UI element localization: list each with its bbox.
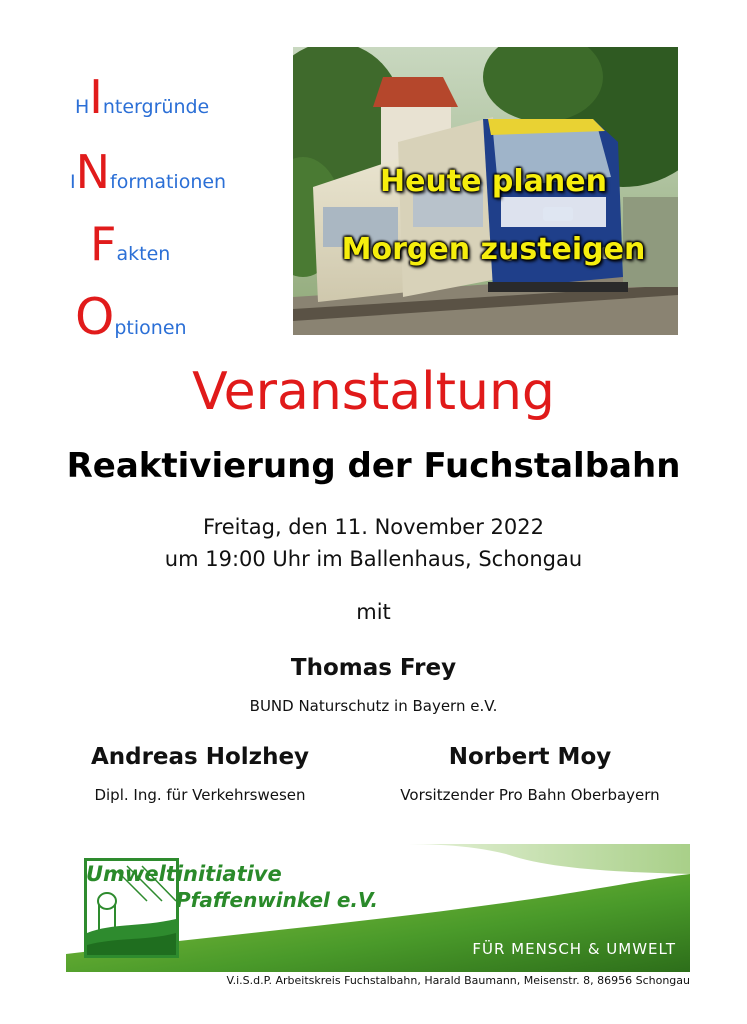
acronym-letter: F bbox=[90, 217, 117, 271]
acronym-suffix: ntergründe bbox=[102, 96, 210, 118]
speaker-name-frey: Thomas Frey bbox=[290, 655, 457, 681]
acronym-line-optionen bbox=[75, 288, 187, 346]
train-photo bbox=[293, 47, 678, 335]
acronym-letter: O bbox=[75, 288, 115, 346]
speaker-org-frey: BUND Naturschutz in Bayern e.V. bbox=[249, 697, 498, 715]
imprint-line: V.i.S.d.P. Arbeitskreis Fuchstalbahn, Harald Baumann, Meisenstr. 8, 86956 Schongau bbox=[226, 974, 690, 987]
slogan-line-2: Morgen zusteigen bbox=[341, 232, 646, 267]
acronym-suffix: ptionen bbox=[114, 317, 187, 339]
event-title: Reaktivierung der Fuchstalbahn bbox=[66, 446, 681, 486]
sponsor-banner bbox=[66, 844, 690, 972]
event-heading: Veranstaltung bbox=[192, 362, 555, 422]
acronym-suffix: formationen bbox=[110, 171, 227, 193]
acronym-letter: I bbox=[89, 70, 103, 124]
slogan-line-1: Heute planen bbox=[379, 164, 607, 199]
acronym-line-hintergruende bbox=[75, 70, 209, 124]
acronym-suffix: akten bbox=[116, 243, 171, 265]
org-name-line-1: Umweltinitiative bbox=[86, 862, 282, 886]
motto-text: FÜR MENSCH & UMWELT bbox=[472, 940, 676, 958]
with-label: mit bbox=[356, 600, 391, 624]
acronym-letter: N bbox=[75, 145, 111, 199]
speaker-org-holzhey: Dipl. Ing. für Verkehrswesen bbox=[94, 786, 306, 804]
speaker-org-moy: Vorsitzender Pro Bahn Oberbayern bbox=[400, 786, 660, 804]
info-acronym bbox=[70, 50, 295, 350]
acronym-prefix: H bbox=[75, 96, 90, 118]
event-date: Freitag, den 11. November 2022 bbox=[203, 515, 544, 539]
speaker-name-moy: Norbert Moy bbox=[448, 744, 612, 770]
acronym-line-fakten bbox=[90, 217, 170, 271]
speaker-name-holzhey: Andreas Holzhey bbox=[90, 744, 310, 770]
acronym-line-informationen bbox=[70, 145, 226, 199]
acronym-prefix: I bbox=[70, 171, 76, 193]
event-time-place: um 19:00 Uhr im Ballenhaus, Schongau bbox=[164, 547, 583, 571]
org-name-line-2: Pfaffenwinkel e.V. bbox=[176, 888, 378, 912]
